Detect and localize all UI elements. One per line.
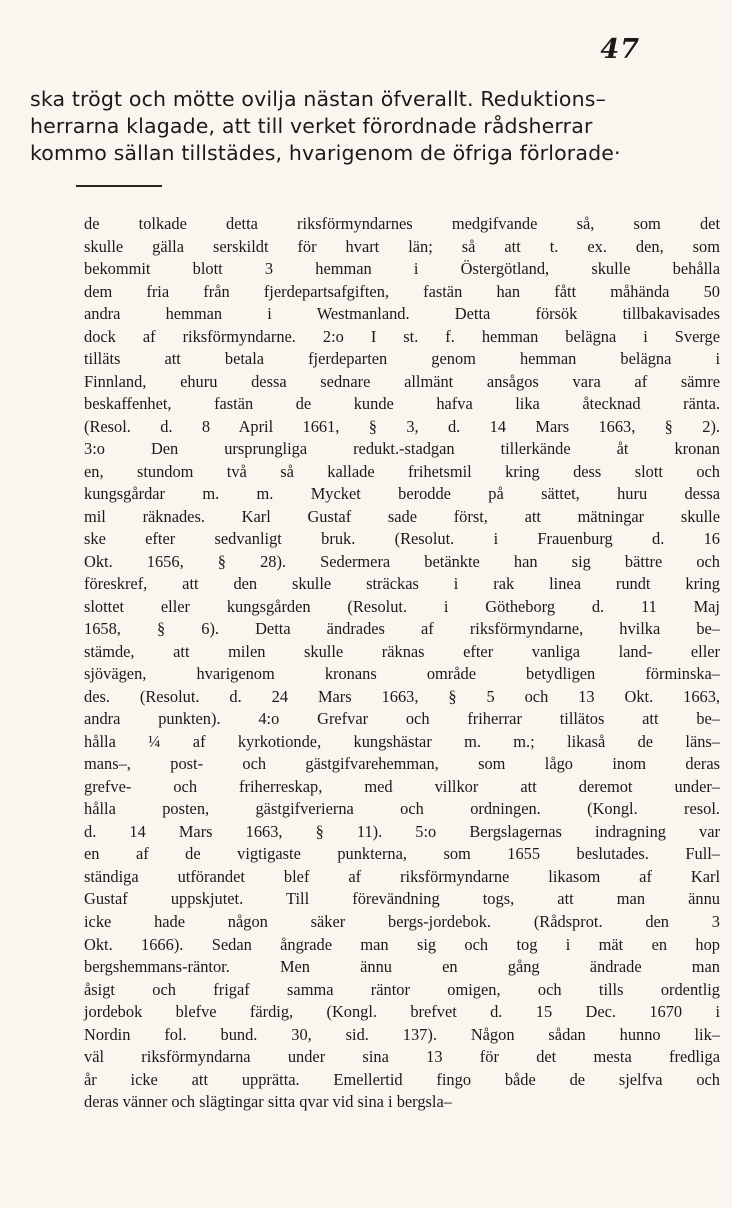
footnote-line: andra hemman i Westmanland. Detta försök tillbakavisades — [84, 304, 720, 324]
footnote-line: andra punkten). 4:o Grefvar och friherrar tillätos att be– — [84, 709, 720, 729]
footnote-line: en af de vigtigaste punkterna, som 1655 beslutades. Full– — [84, 844, 720, 864]
footnote-line: slottet eller kungsgården (Resolut. i Götheborg d. 11 Maj — [84, 596, 720, 616]
footnote-line: icke hade någon säker bergs-jordebok. (Rådsprot. den 3 — [84, 911, 720, 931]
main-text — [30, 86, 720, 167]
footnote-line: en, stundom två så kallade frihetsmil kring dess slott och — [84, 461, 720, 481]
footnote-line: tilläts att betala fjerdeparten genom hemman belägna i — [84, 349, 720, 369]
footnote-line: åsigt och frigaf samma räntor omigen, och tills ordentlig — [84, 979, 720, 999]
footnote-line: ständiga utförandet blef af riksförmyndarne likasom af Karl — [84, 866, 720, 886]
footnote-line: år icke att upprätta. Emellertid fingo både de sjelfva och — [84, 1069, 720, 1089]
footnote-line: bergshemmans-räntor. Men ännu en gång ändrade man — [84, 957, 720, 977]
footnote-line: Okt. 1666). Sedan ångrade man sig och tog i mät en hop — [84, 934, 720, 954]
footnote-line: väl riksförmyndarna under sina 13 för det mesta fredliga — [84, 1047, 720, 1067]
footnote-line: Okt. 1656, § 28). Sedermera betänkte han sig bättre och — [84, 551, 720, 571]
footnote-line: hålla ¼ af kyrkotionde, kungshästar m. m.; likaså de läns– — [84, 731, 720, 751]
footnote-line: dem fria från fjerdepartsafgiften, fastän han fått måhända 50 — [84, 281, 720, 301]
footnote-line: mil räknades. Karl Gustaf sade först, att mätningar skulle — [84, 506, 720, 526]
footnote-line: 3:o Den ursprungliga redukt.-stadgan tillerkände åt kronan — [84, 439, 720, 459]
footnote-line: föreskref, att den skulle sträckas i rak linea rundt kring — [84, 574, 720, 594]
footnote-line: beskaffenhet, fastän de kunde hafva lika åtecknad ränta. — [84, 394, 720, 414]
footnote-line: mans–, post- och gästgifvarehemman, som lågo inom deras — [84, 754, 720, 774]
footnote-line: 1658, § 6). Detta ändrades af riksförmyndarne, hvilka be– — [84, 619, 720, 639]
main-text-line: ska trögt och mötte ovilja nästan öfverallt. Reduktions– — [30, 87, 606, 111]
footnote-line: skulle gälla serskildt för hvart län; så att t. ex. den, som — [84, 236, 720, 256]
footnote-line: kungsgårdar m. m. Mycket berodde på sättet, huru dessa — [84, 484, 720, 504]
footnote — [84, 213, 720, 1114]
footnote-line: (Resol. d. 8 April 1661, § 3, d. 14 Mars 1663, § 2). — [84, 416, 720, 436]
footnote-line: ske efter sedvanligt bruk. (Resolut. i Frauenburg d. 16 — [84, 529, 720, 549]
footnote-line: de tolkade detta riksförmyndarnes medgifvande så, som det — [84, 214, 720, 233]
footnote-line: des. (Resolut. d. 24 Mars 1663, § 5 och 13 Okt. 1663, — [84, 686, 720, 706]
footnote-divider — [76, 185, 162, 187]
footnote-line: dock af riksförmyndarne. 2:o I st. f. hemman belägna i Sverge — [84, 326, 720, 346]
footnote-line: jordebok blefve färdig, (Kongl. brefvet d. 15 Dec. 1670 i — [84, 1002, 720, 1022]
main-text-line: herrarna klagade, att till verket förordnade rådsherrar — [30, 114, 593, 138]
footnote-line: grefve- och friherreskap, med villkor att deremot under– — [84, 776, 720, 796]
footnote-line: bekommit blott 3 hemman i Östergötland, skulle behålla — [84, 259, 720, 279]
footnote-line: hålla posten, gästgifverierna och ordningen. (Kongl. resol. — [84, 799, 720, 819]
footnote-line: sjövägen, hvarigenom kronans område betydligen förminska– — [84, 664, 720, 684]
footnote-line: Gustaf uppskjutet. Till förevändning togs, att man ännu — [84, 889, 720, 909]
footnote-line: deras vänner och slägtingar sitta qvar vid sina i bergsla– — [84, 1092, 452, 1112]
footnote-line: Nordin fol. bund. 30, sid. 137). Någon sådan hunno lik– — [84, 1024, 720, 1044]
footnote-line: stämde, att milen skulle räknas efter vanliga land- eller — [84, 641, 720, 661]
footnote-line: Finnland, ehuru dessa sednare allmänt ansågos vara af sämre — [84, 371, 720, 391]
page-number: 47 — [600, 34, 640, 65]
footnote-line: d. 14 Mars 1663, § 11). 5:o Bergslagernas indragning var — [84, 821, 720, 841]
main-text-line: kommo sällan tillstädes, hvarigenom de öfriga förlorade· — [30, 141, 621, 165]
